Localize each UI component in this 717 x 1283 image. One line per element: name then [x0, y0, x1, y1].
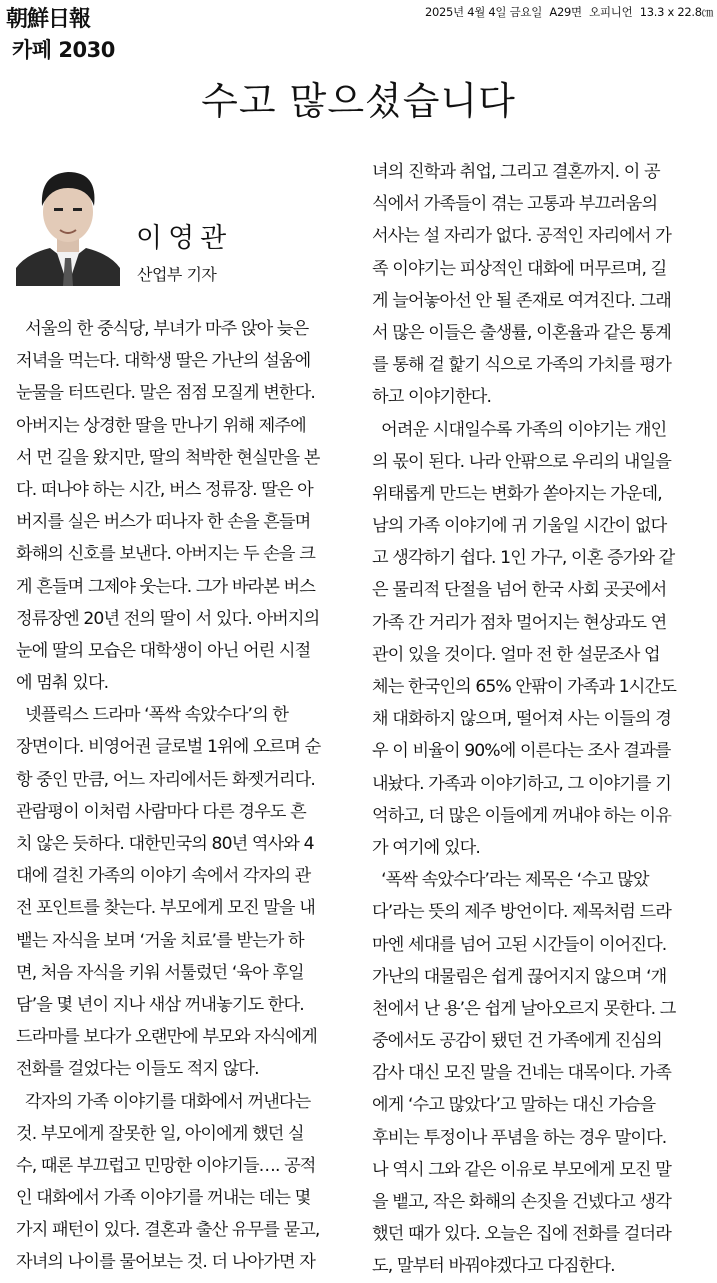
body-line: 정류장엔 20년 전의 딸이 서 있다. 아버지의	[16, 608, 320, 629]
body-line: 눈물을 터뜨린다. 말은 점점 모질게 변한다.	[16, 383, 315, 404]
body-line: 게 흔들며 그제야 웃는다. 그가 바라본 버스	[16, 576, 315, 597]
reporter-department: 산업부 기자	[137, 265, 217, 284]
body-line: 감사 대신 모진 말을 건네는 대목이다. 가족	[372, 1063, 671, 1084]
body-line: 치 않은 듯하다. 대한민국의 80년 역사와 4	[16, 834, 314, 854]
body-line: 가족 간 거리가 점차 멀어지는 현상과도 연	[372, 612, 667, 633]
reporter-portrait-icon	[16, 158, 120, 286]
body-line: 어려운 시대일수록 가족의 이야기는 개인	[372, 419, 667, 440]
body-line: 버지를 실은 버스가 떠나자 한 손을 흔들며	[16, 512, 311, 533]
headline: 수고 많으셨습니다	[201, 79, 516, 123]
body-line: 자녀의 나이를 물어보는 것. 더 나아가면 자	[16, 1252, 315, 1273]
page-number: A29면	[549, 5, 582, 19]
body-line: 전화를 걸었다는 이들도 적지 않다.	[16, 1059, 259, 1080]
body-line: 각자의 가족 이야기를 대화에서 꺼낸다는	[16, 1091, 311, 1112]
body-line: 서사는 설 자리가 없다. 공적인 자리에서 가	[372, 226, 671, 247]
body-line: 했던 때가 있다. 오늘은 집에 전화를 걸더라	[372, 1224, 671, 1245]
section-name: 오피니언	[589, 5, 633, 19]
body-line: 가지 패턴이 있다. 결혼과 출산 유무를 묻고,	[16, 1220, 320, 1241]
body-line: 채 대화하지 않으며, 떨어져 사는 이들의 경	[372, 709, 671, 730]
body-line: 것. 부모에게 잘못한 일, 아이에게 했던 실	[16, 1123, 304, 1144]
body-line: 게 늘어놓아선 안 될 존재로 여겨진다. 그래	[372, 290, 671, 311]
body-line: 체는 한국인의 65% 안팎이 가족과 1시간도	[372, 677, 676, 697]
body-line: 가 여기에 있다.	[372, 837, 480, 858]
body-line: 면, 처음 자식을 키워 서툴렀던 ‘육아 후일	[16, 962, 304, 983]
body-line: 다. 떠나야 하는 시간, 버스 정류장. 딸은 아	[16, 479, 313, 500]
body-line: 녀의 진학과 취업, 그리고 결혼까지. 이 공	[372, 162, 660, 182]
body-line: 하고 이야기한다.	[372, 387, 492, 408]
body-line: 인 대화에서 가족 이야기를 꺼내는 데는 몇	[16, 1188, 311, 1209]
issue-meta	[421, 4, 713, 20]
body-line: ‘폭싹 속았수다’라는 제목은 ‘수고 많았	[372, 870, 649, 891]
body-line: 수, 때론 부끄럽고 민망한 이야기들…. 공적	[16, 1155, 316, 1176]
body-line: 식에서 가족들이 겪는 고통과 부끄러움의	[372, 194, 658, 215]
body-line: 담’을 몇 년이 지나 새삼 꺼내놓기도 한다.	[16, 994, 304, 1015]
body-line: 넷플릭스 드라마 ‘폭싹 속았수다’의 한	[16, 705, 289, 726]
body-line: 항 중인 만큼, 어느 자리에서든 화젯거리다.	[16, 769, 315, 790]
reporter-name: 이영관	[136, 223, 233, 254]
column-name: 카페 2030	[12, 38, 115, 62]
clipping-size: 13.3 x 22.8㎝	[639, 5, 713, 19]
body-line: 다’라는 뜻의 제주 방언이다. 제목처럼 드라	[372, 902, 671, 923]
body-column-left	[16, 313, 356, 1279]
body-line: 후비는 투정이나 푸념을 하는 경우 말이다.	[372, 1127, 667, 1148]
body-line: 아버지는 상경한 딸을 만나기 위해 제주에	[16, 415, 306, 436]
newspaper-masthead: 朝鮮日報	[6, 6, 91, 32]
body-line: 장면이다. 비영어권 글로벌 1위에 오르며 순	[16, 737, 321, 758]
body-line: 눈에 딸의 모습은 대학생이 아닌 어린 시절	[16, 640, 311, 661]
body-line: 은 물리적 단절을 넘어 한국 사회 곳곳에서	[372, 580, 667, 601]
body-line: 화해의 신호를 보낸다. 아버지는 두 손을 크	[16, 544, 315, 565]
body-line: 도, 말부터 바꿔야겠다고 다짐한다.	[372, 1256, 615, 1277]
body-line: 을 뱉고, 작은 화해의 손짓을 건넸다고 생각	[372, 1192, 671, 1212]
body-line: 뱉는 자식을 보며 ‘거울 치료’를 받는가 하	[16, 930, 304, 951]
body-line: 서울의 한 중식당, 부녀가 마주 앉아 늦은	[16, 319, 309, 339]
body-line: 를 통해 겉 핥기 식으로 가족의 가치를 평가	[372, 355, 671, 376]
body-line: 남의 가족 이야기에 귀 기울일 시간이 없다	[372, 516, 667, 537]
issue-date: 2025년 4월 4일 금요일	[424, 5, 543, 19]
body-line: 나 역시 그와 같은 이유로 부모에게 모진 말	[372, 1159, 671, 1180]
body-line: 내놨다. 가족과 이야기하고, 그 이야기를 기	[372, 773, 671, 794]
body-line: 의 몫이 된다. 나라 안팎으로 우리의 내일을	[372, 451, 671, 472]
body-line: 에 멈춰 있다.	[16, 673, 109, 694]
body-line: 족 이야기는 피상적인 대화에 머무르며, 길	[372, 258, 667, 279]
body-line: 우 이 비율이 90%에 이른다는 조사 결과를	[372, 741, 671, 762]
body-line: 드라마를 보다가 오랜만에 부모와 자식에게	[16, 1027, 317, 1048]
body-line: 저녁을 먹는다. 대학생 딸은 가난의 설움에	[16, 351, 311, 372]
body-line: 억하고, 더 많은 이들에게 꺼내야 하는 이유	[372, 805, 671, 826]
body-line: 전 포인트를 찾는다. 부모에게 모진 말을 내	[16, 898, 315, 919]
body-line: 서 먼 길을 왔지만, 딸의 척박한 현실만을 본	[16, 447, 320, 468]
body-line: 위태롭게 만드는 변화가 쏟아지는 가운데,	[372, 483, 662, 504]
body-line: 천에서 난 용’은 쉽게 날아오르지 못한다. 그	[372, 998, 676, 1019]
body-line: 서 많은 이들은 출생률, 이혼율과 같은 통계	[372, 322, 671, 343]
body-line: 관람평이 이처럼 사람마다 다른 경우도 흔	[16, 801, 306, 822]
body-line: 관이 있을 것이다. 얼마 전 한 설문조사 업	[372, 644, 660, 665]
body-line: 가난의 대물림은 쉽게 끊어지지 않으며 ‘개	[372, 966, 667, 987]
body-column-right	[372, 156, 712, 1283]
body-line: 대에 걸친 가족의 이야기 속에서 각자의 관	[16, 866, 311, 887]
body-line: 에게 ‘수고 많았다’고 말하는 대신 가슴을	[372, 1095, 656, 1116]
body-line: 고 생각하기 쉽다. 1인 가구, 이혼 증가와 같	[372, 548, 675, 569]
body-line: 중에서도 공감이 됐던 건 가족에게 진심의	[372, 1031, 662, 1052]
body-line: 마엔 세대를 넘어 고된 시간들이 이어진다.	[372, 934, 667, 955]
